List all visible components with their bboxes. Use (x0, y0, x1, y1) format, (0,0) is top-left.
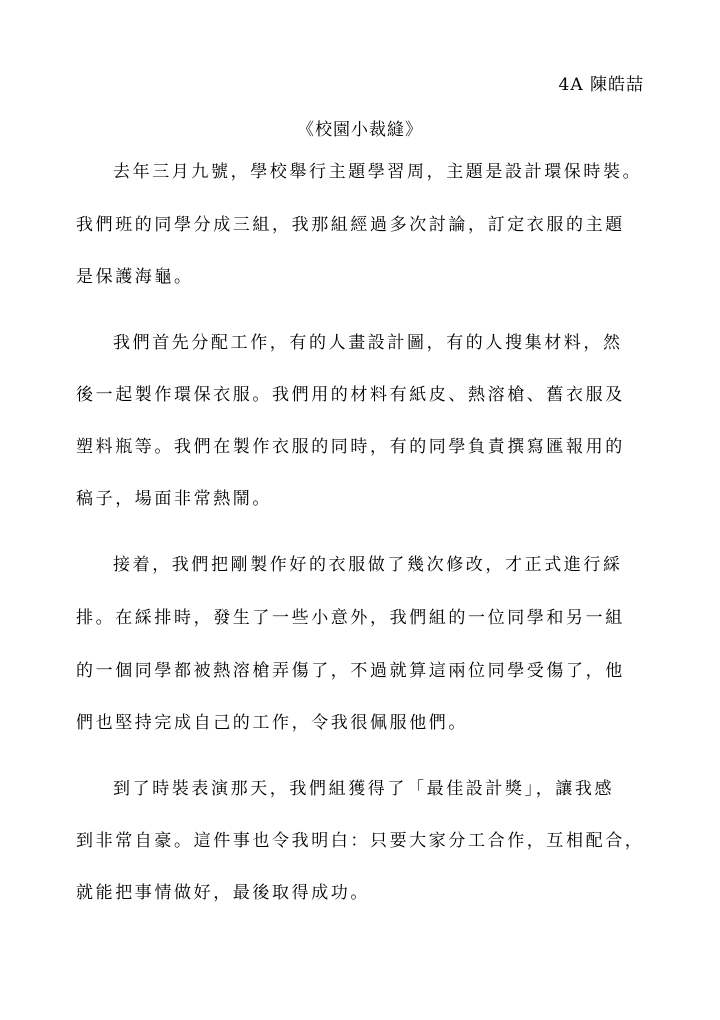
author-line: 4A 陳皓喆 (558, 75, 644, 95)
paragraph-2-line-1: 我們首先分配工作，有的人畫設計圖，有的人搜集材料，然 (113, 333, 623, 353)
paragraph-1-line-1: 去年三月九號，學校舉行主題學習周，主題是設計環保時裝。 (113, 162, 643, 182)
paragraph-2-line-3: 塑料瓶等。我們在製作衣服的同時，有的同學負責撰寫匯報用的 (76, 437, 625, 457)
paragraph-3-line-3: 的一個同學都被熱溶槍弄傷了，不過就算這兩位同學受傷了，他 (76, 661, 625, 681)
paragraph-1-line-3: 是保護海龜。 (76, 267, 194, 287)
paragraph-1-line-2: 我們班的同學分成三組，我那組經過多次討論，訂定衣服的主題 (76, 215, 625, 235)
paragraph-3-line-1: 接着，我們把剛製作好的衣服做了幾次修改，才正式進行綵 (113, 555, 623, 575)
essay-title: 《校園小裁縫》 (297, 120, 423, 140)
paragraph-3-line-4: 們也堅持完成自己的工作，令我很佩服他們。 (76, 713, 468, 733)
paragraph-4-line-2: 到非常自豪。這件事也令我明白：只要大家分工合作，互相配合， (76, 831, 645, 851)
paragraph-4-line-3: 就能把事情做好，最後取得成功。 (76, 883, 370, 903)
paragraph-3-line-2: 排。在綵排時，發生了一些小意外，我們組的一位同學和另一組 (76, 608, 625, 628)
paragraph-2-line-2: 後一起製作環保衣服。我們用的材料有紙皮、熱溶槍、舊衣服及 (76, 385, 625, 405)
paragraph-2-line-4: 稿子，場面非常熱鬧。 (76, 489, 272, 509)
paragraph-4-line-1: 到了時裝表演那天，我們組獲得了「最佳設計獎」，讓我感 (113, 779, 615, 799)
